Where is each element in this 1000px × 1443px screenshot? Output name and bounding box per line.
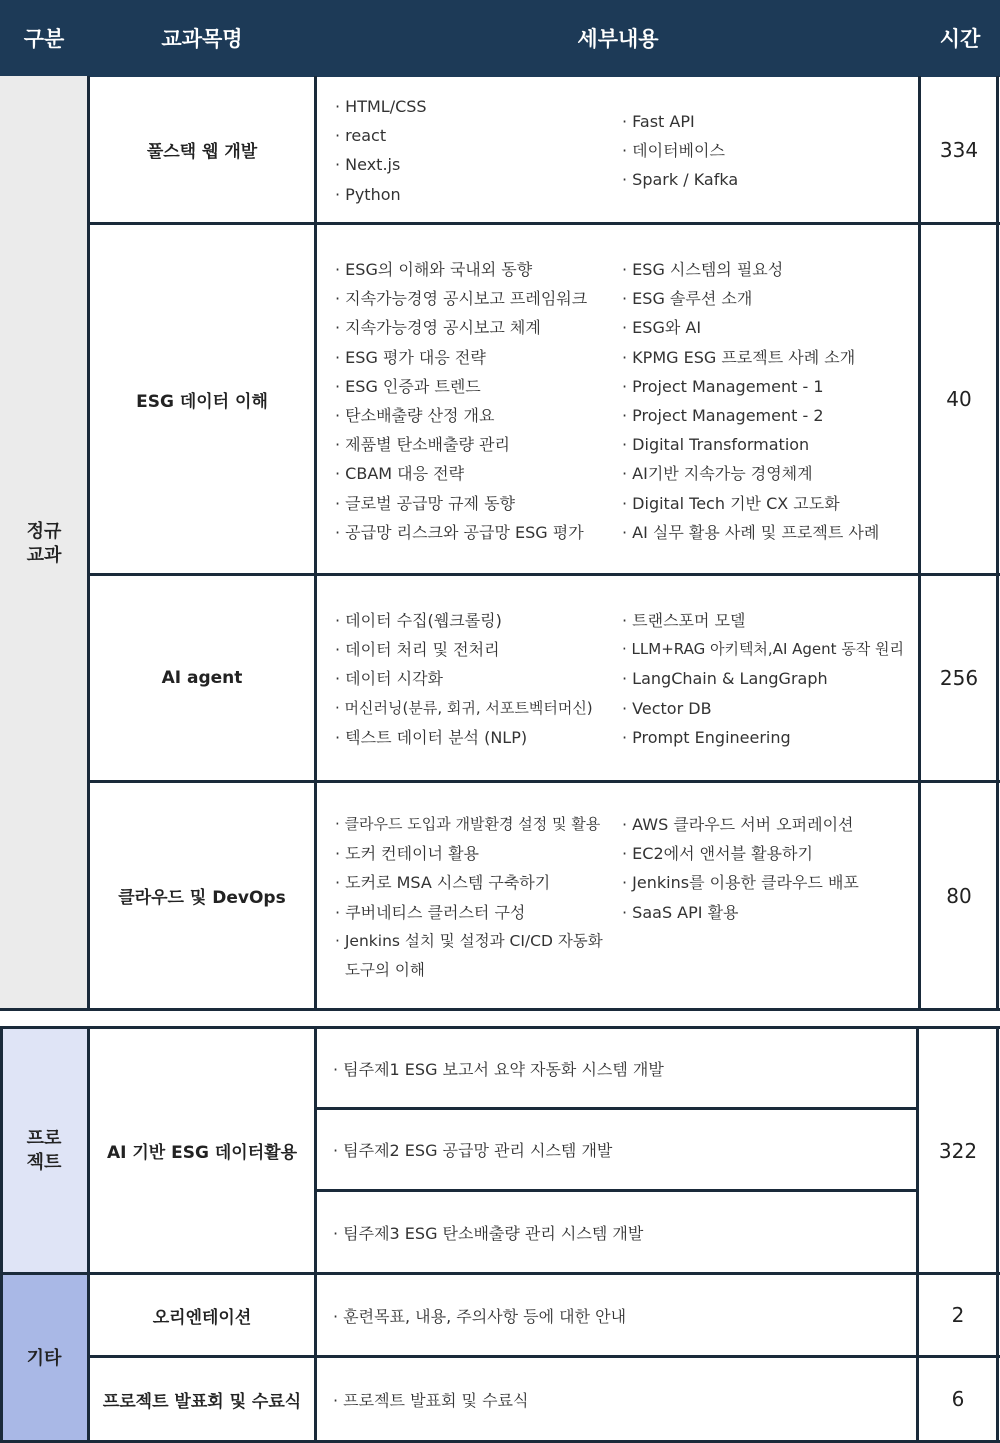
hours-project: 322 xyxy=(938,1138,978,1163)
list-item: · 쿠버네티스 클러스터 구성 xyxy=(335,902,526,922)
list-item: · ESG 솔루션 소개 xyxy=(622,289,753,309)
list-item: · Digital Transformation xyxy=(622,435,810,455)
list-item: · SaaS API 활용 xyxy=(622,902,739,922)
list-item: · 공급망 리스크와 공급망 ESG 평가 xyxy=(335,522,584,542)
course-name-orientation: 오리엔테이션 xyxy=(152,1307,252,1328)
list-item: · 지속가능경영 공시보고 체계 xyxy=(335,318,541,338)
list-item: · EC2에서 앤서블 활용하기 xyxy=(622,844,813,864)
border xyxy=(0,1008,1000,1011)
course-name-closing: 프로젝트 발표회 및 수료식 xyxy=(102,1391,302,1412)
details-right-fullstack xyxy=(622,107,912,195)
group-other xyxy=(0,1274,88,1443)
details-right-esg xyxy=(622,255,916,547)
list-item: · 데이터 처리 및 전처리 xyxy=(335,640,500,660)
list-item: · 클라우드 도입과 개발환경 설정 및 활용 xyxy=(335,815,601,833)
course-name-esg: ESG 데이터 이해 xyxy=(136,391,268,412)
list-item: · Fast API xyxy=(622,112,695,131)
details-left-fullstack xyxy=(335,92,615,209)
project-topic-1: · 팀주제1 ESG 보고서 요약 자동화 시스템 개발 xyxy=(333,1059,664,1079)
list-item: · AWS 클라우드 서버 오퍼레이션 xyxy=(622,815,854,834)
header-course: 교과목명 xyxy=(88,0,316,76)
hours-cloud-devops: 80 xyxy=(946,883,972,908)
list-item: · Prompt Engineering xyxy=(622,727,791,747)
details-right-ai-agent xyxy=(622,606,916,752)
list-item: · CBAM 대응 전략 xyxy=(335,464,465,484)
details-left-esg xyxy=(335,255,617,547)
header-details: 세부내용 xyxy=(316,0,920,76)
list-item: · react xyxy=(335,126,387,146)
list-item: · AI기반 지속가능 경영체계 xyxy=(622,464,813,484)
group-project xyxy=(0,1028,88,1274)
detail-closing: · 프로젝트 발표회 및 수료식 xyxy=(333,1390,529,1410)
border xyxy=(0,1026,3,1443)
list-item: · 제품별 탄소배출량 관리 xyxy=(335,435,510,455)
list-item: · 데이터베이스 xyxy=(622,141,725,161)
list-item: · Project Management - 2 xyxy=(622,405,824,425)
list-item: · Spark / Kafka xyxy=(622,170,739,190)
list-item: · HTML/CSS xyxy=(335,97,427,116)
details-left-ai-agent xyxy=(335,606,617,752)
list-item: · Python xyxy=(335,184,401,204)
list-item: · Jenkins를 이용한 클라우드 배포 xyxy=(622,873,859,893)
list-item: · 머신러닝(분류, 회귀, 서포트벡터머신) xyxy=(335,698,593,717)
list-item: · Digital Tech 기반 CX 고도화 xyxy=(622,493,840,513)
hours-ai-agent: 256 xyxy=(939,666,979,690)
course-name-ai-agent: AI agent xyxy=(161,668,243,688)
list-item: · 도커로 MSA 시스템 구축하기 xyxy=(335,873,551,893)
list-item: · ESG 인증과 트렌드 xyxy=(335,376,481,396)
hours-closing: 6 xyxy=(951,1387,965,1411)
list-item: · 데이터 수집(웹크롤링) xyxy=(335,611,502,630)
project-topic-2: · 팀주제2 ESG 공급망 관리 시스템 개발 xyxy=(333,1141,613,1160)
header-hours: 시간 xyxy=(920,0,1000,76)
hours-esg: 40 xyxy=(946,387,972,411)
group-regular-label: 정규 교과 xyxy=(26,520,62,566)
list-item: · Next.js xyxy=(335,155,401,175)
details-right-cloud-devops xyxy=(622,810,916,927)
list-item: · LangChain & LangGraph xyxy=(622,669,828,689)
list-item: · ESG 평가 대응 전략 xyxy=(335,347,486,367)
list-item: · Vector DB xyxy=(622,698,712,718)
list-item: · 도커 컨테이너 활용 xyxy=(335,844,479,864)
list-item: · 데이터 시각화 xyxy=(335,669,443,689)
list-item: · 트랜스포머 모델 xyxy=(622,611,746,630)
course-name-project: AI 기반 ESG 데이터활용 xyxy=(106,1143,297,1163)
list-item: · ESG와 AI xyxy=(622,318,702,338)
list-item: · ESG 시스템의 필요성 xyxy=(622,260,784,279)
hours-fullstack: 334 xyxy=(939,137,979,162)
course-name-cloud-devops: 클라우드 및 DevOps xyxy=(118,888,286,908)
list-item: · ESG의 이해와 국내외 동향 xyxy=(335,260,533,279)
list-item: · AI 실무 활용 사례 및 프로젝트 사례 xyxy=(622,522,880,542)
list-item: · 탄소배출량 산정 개요 xyxy=(335,405,495,425)
group-regular xyxy=(0,76,88,1011)
list-item: · LLM+RAG 아키텍처,AI Agent 동작 원리 xyxy=(622,640,905,659)
list-item: · 텍스트 데이터 분석 (NLP) xyxy=(335,727,528,747)
details-left-cloud-devops xyxy=(335,810,615,985)
list-item: · KPMG ESG 프로젝트 사례 소개 xyxy=(622,347,856,367)
detail-orientation: · 훈련목표, 내용, 주의사항 등에 대한 안내 xyxy=(333,1306,627,1326)
list-item: · 글로벌 공급망 규제 동향 xyxy=(335,493,515,513)
project-topic-3: · 팀주제3 ESG 탄소배출량 관리 시스템 개발 xyxy=(333,1223,644,1243)
list-item: · Jenkins 설치 및 설정과 CI/CD 자동화 도구의 이해 xyxy=(335,931,603,979)
list-item: · 지속가능경영 공시보고 프레임워크 xyxy=(335,289,588,309)
header-category: 구분 xyxy=(0,0,88,76)
course-name-fullstack: 풀스택 웹 개발 xyxy=(146,142,258,162)
border xyxy=(314,76,317,1011)
group-other-label: 기타 xyxy=(26,1347,62,1369)
group-project-label: 프로 젝트 xyxy=(26,1128,62,1173)
list-item: · Project Management - 1 xyxy=(622,376,824,396)
hours-orientation: 2 xyxy=(951,1303,965,1327)
